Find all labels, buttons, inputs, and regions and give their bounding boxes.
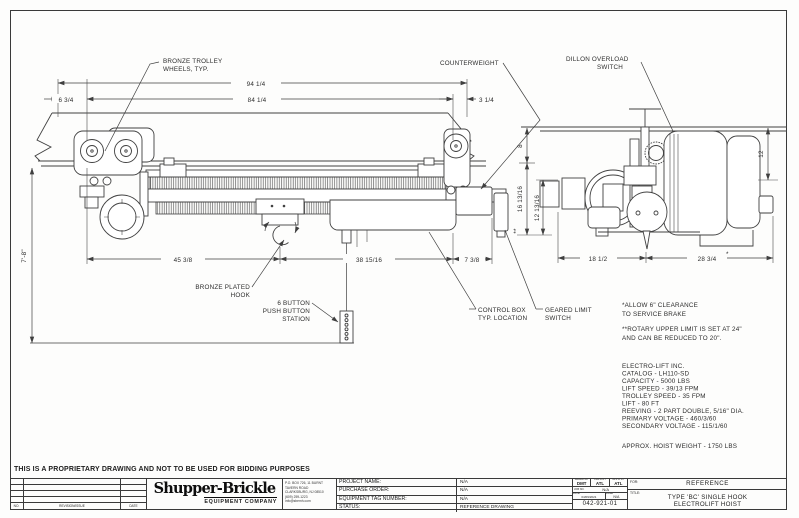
revision-col-issue: REVISION/ISSUE bbox=[59, 503, 85, 508]
for-title-box bbox=[628, 479, 787, 509]
spec-line: PRIMARY VOLTAGE - 460/3/60 bbox=[622, 415, 717, 423]
title-label: TITLE: bbox=[630, 490, 641, 495]
revision-table bbox=[10, 479, 147, 509]
revision-header-row bbox=[10, 503, 146, 509]
note2-line2: AND CAN BE REDUCED TO 20". bbox=[622, 335, 722, 342]
title-block bbox=[10, 478, 787, 509]
motor-housing bbox=[664, 131, 727, 235]
address-line: CLARKSBURG, NJ 08510 bbox=[285, 490, 324, 495]
spec-block bbox=[622, 363, 744, 450]
dim-overall: 94 1/4 bbox=[246, 81, 266, 88]
for-value: REFERENCE bbox=[686, 480, 729, 487]
drawing-title-line2: ELECTROLIFT HOIST bbox=[673, 500, 742, 508]
checked-by-label: CHK'D BY bbox=[593, 479, 606, 481]
checked-by-cell bbox=[591, 479, 609, 486]
counterweight-block bbox=[456, 187, 492, 215]
field-value: N/A bbox=[460, 488, 468, 494]
label-bronze-hook-1: BRONZE PLATED bbox=[195, 284, 250, 291]
dim-height: 7'-8" bbox=[21, 249, 28, 263]
spec-weight: APPROX. HOIST WEIGHT - 1750 LBS bbox=[622, 443, 738, 450]
label-control-1: CONTROL BOX bbox=[478, 307, 526, 314]
field-label: STATUS: bbox=[337, 504, 457, 511]
side-hook-block bbox=[627, 192, 667, 232]
field-purchase-order bbox=[337, 487, 572, 495]
hook-curve bbox=[273, 226, 289, 245]
field-value: N/A bbox=[460, 480, 468, 485]
double-asterisk-mark: ** bbox=[513, 228, 520, 234]
spec-line: ELECTRO-LIFT INC. bbox=[622, 363, 685, 370]
label-bronze-hook-2: HOOK bbox=[230, 292, 250, 299]
address-line: P.O. BOX 726, 11 BURNT TAVERN ROAD bbox=[285, 481, 323, 490]
page-label: PAGE bbox=[605, 492, 613, 495]
job-no-label: JOB NO. bbox=[574, 487, 585, 491]
spec-line: CATALOG - LH110-SD bbox=[622, 370, 690, 378]
drawn-by-label: DRAWN BY bbox=[574, 479, 589, 481]
company-address bbox=[283, 479, 337, 509]
field-label: EQUIPMENT TAG NUMBER: bbox=[337, 496, 457, 503]
field-equipment-tag bbox=[337, 496, 572, 504]
dim-side-16: 16 13/16 bbox=[517, 185, 524, 213]
page-cell bbox=[606, 493, 627, 500]
address-line: (609) 259-1223 bbox=[285, 494, 308, 499]
label-control-2: TYP. LOCATION bbox=[478, 315, 528, 322]
label-counterweight: COUNTERWEIGHT bbox=[440, 60, 499, 67]
geared-limit-switch-body bbox=[494, 193, 508, 231]
date-value: 04/09/2021 bbox=[581, 495, 597, 499]
approvals-grid bbox=[573, 479, 628, 509]
note1-line2: TO SERVICE BRAKE bbox=[622, 311, 687, 318]
side-counterweight bbox=[562, 178, 585, 209]
revision-col-no: NO. bbox=[10, 503, 24, 509]
approved-by-label: APP'D BY bbox=[612, 479, 625, 481]
label-geared-2: SWITCH bbox=[545, 315, 572, 322]
spec-line: TROLLEY SPEED - 35 FPM bbox=[622, 393, 706, 400]
asterisk-mark: * bbox=[726, 251, 729, 258]
side-hook-pin bbox=[643, 231, 650, 249]
dim-right-end: 3 1/4 bbox=[479, 97, 495, 104]
label-dillon-1: DILLON OVERLOAD bbox=[566, 56, 629, 63]
dim-side-18: 18 1/2 bbox=[588, 256, 608, 263]
dim-wheelbase: 84 1/4 bbox=[247, 97, 267, 104]
approved-by-value: ATL bbox=[614, 480, 623, 486]
push-button-station bbox=[340, 311, 353, 343]
proprietary-note: THIS IS A PROPRIETARY DRAWING AND NOT TO BE USED FOR BIDDING PURPOSES bbox=[14, 466, 310, 473]
spec-line: REEVING - 2 PART DOUBLE, 5/16" DIA. bbox=[622, 408, 744, 415]
company-subtitle: EQUIPMENT COMPANY bbox=[204, 499, 277, 505]
dim-side-28: 28 3/4 bbox=[697, 256, 717, 263]
dim-side-12-13: 12 13/16 bbox=[534, 194, 541, 222]
approved-by-cell bbox=[610, 479, 627, 486]
spec-line: LIFT SPEED - 39/13 FPM bbox=[622, 385, 699, 393]
revision-col-date: DATE bbox=[120, 503, 146, 509]
drawn-by-value: DMT bbox=[576, 480, 587, 486]
notes bbox=[622, 302, 742, 342]
page-value: N/A bbox=[613, 495, 620, 499]
field-value: REFERENCE DRAWING bbox=[460, 505, 514, 511]
field-label: PURCHASE ORDER: bbox=[337, 487, 457, 494]
dim-side-8: 8 bbox=[517, 144, 524, 148]
dim-hook-right: 38 15/16 bbox=[355, 257, 383, 264]
spec-line: SECONDARY VOLTAGE - 115/1/60 bbox=[622, 423, 728, 430]
drawn-by-cell bbox=[573, 479, 591, 486]
dim-side-12: 12 bbox=[758, 150, 765, 158]
label-push-3: STATION bbox=[282, 316, 310, 323]
job-no-value: N/A bbox=[602, 486, 610, 492]
company-logo: Shupper-Brickle bbox=[153, 480, 276, 497]
label-push-1: 6 BUTTON bbox=[277, 300, 310, 307]
note2-line1: **ROTARY UPPER LIMIT IS SET AT 24" bbox=[622, 326, 742, 333]
field-project-name bbox=[337, 479, 572, 487]
field-value: N/A bbox=[460, 496, 468, 502]
label-bronze-trolley-2: WHEELS, TYP. bbox=[163, 66, 209, 73]
title-cell bbox=[628, 490, 787, 509]
for-cell bbox=[628, 479, 787, 490]
field-status bbox=[337, 504, 572, 511]
drawing-title-line1: TYPE 'BC' SINGLE HOOK bbox=[667, 493, 748, 501]
side-view bbox=[521, 109, 787, 249]
label-geared-1: GEARED LIMIT bbox=[545, 307, 592, 314]
note1-line1: *ALLOW 6" CLEARANCE bbox=[622, 302, 699, 309]
label-push-2: PUSH BUTTON bbox=[262, 308, 310, 315]
address-line: info@sbemh.com bbox=[285, 499, 311, 504]
dim-box-width: 7 3/8 bbox=[464, 257, 480, 264]
project-fields bbox=[337, 479, 573, 509]
drawing-number: 042-921-01 bbox=[582, 501, 618, 508]
date-cell bbox=[573, 493, 606, 500]
dim-left-end: 6 3/4 bbox=[58, 97, 74, 104]
spec-line: CAPACITY - 5000 LBS bbox=[622, 378, 690, 385]
field-label: PROJECT NAME: bbox=[337, 479, 457, 486]
spec-line: LIFT - 80 FT bbox=[622, 400, 660, 408]
date-label: DATE bbox=[573, 492, 580, 495]
label-dillon-2: SWITCH bbox=[597, 64, 624, 71]
company-logo-box bbox=[147, 479, 283, 509]
hook-block bbox=[256, 199, 304, 245]
label-bronze-trolley-1: BRONZE TROLLEY bbox=[163, 58, 223, 65]
checked-by-value: ATL bbox=[595, 480, 605, 486]
dim-hook-left: 45 3/8 bbox=[173, 257, 193, 264]
for-label: FOR: bbox=[630, 480, 639, 484]
